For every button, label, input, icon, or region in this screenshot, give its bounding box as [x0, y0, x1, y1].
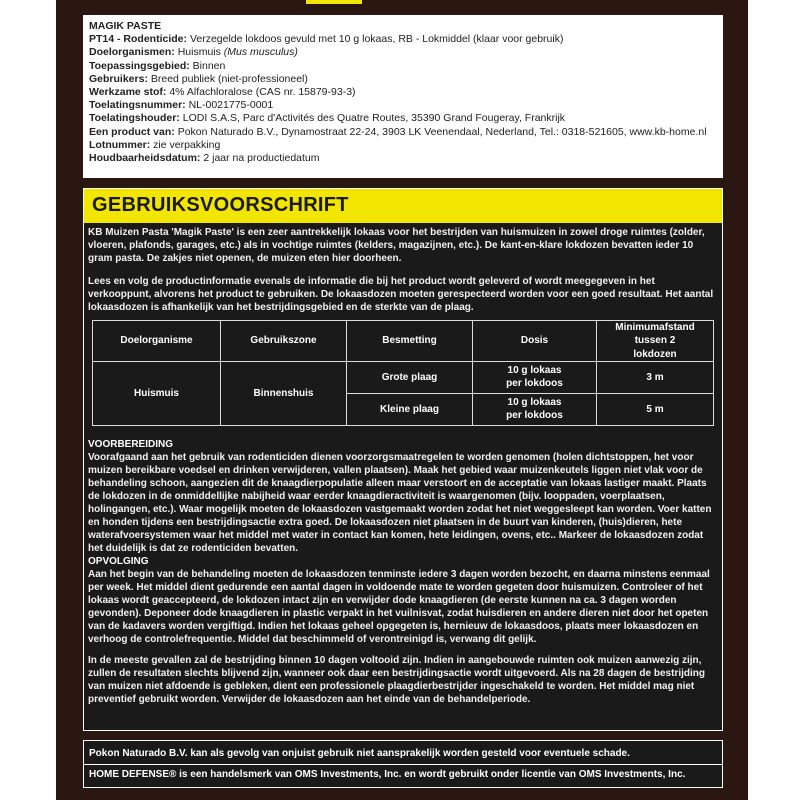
distance-cell: 3 m	[597, 361, 714, 393]
yellow-tab	[306, 0, 362, 4]
follow-up-text-2: In de meeste gevallen zal de bestrijding binnen 10 dagen voltooid zijn. Indien in aangebouwde ruimten ook muizen aanwezig zijn, zullen de resultaten slechts blijvend zijn, wanneer ook daar een bestrijdingsactie wordt uitgevoerd. Als na 28 dagen de bestrijding van muizen niet afdoende is gebleken, dient een professionele plaagdierbestrijder ingeschakeld te worden. Het middel mag niet preventief gebruikt worden. Verwijder de lokaasdozen aan het einde van de behandelperiode.	[88, 655, 705, 706]
table-header-cell: Doelorganisme	[93, 321, 221, 362]
follow-up-text: Aan het begin van de behandeling moeten de lokaasdozen tenminste iedere 3 dagen worden bezocht, en daarna minstens eenmaal per week. Het middel dient gedurende een aantal dagen in voldoende mate te worden gegeten door huismuizen. Controleer of het lokaas wordt geaccepteerd, de lokdozen intact zijn en verwijder dode knaagdieren (de eerste kunnen na ca. 3 dagen worden gevonden). Deponeer dode knaagdieren in plastic verpakt in het vuilnisvat, zodat huisdieren en andere dieren niet door het opeten van de kadavers worden vergiftigd. Indien het lokaas geheel opgegeten is, hernieuw de lokaasdoos, plaats meer lokaasdozen en verhoog de controlefrequentie. Middel dat beschimmeld of verontreinigd is, verwang dit gelijk.	[88, 569, 710, 646]
target-line: Doelorganismen: Huismuis (Mus musculus)	[89, 46, 298, 59]
table-header-cell: Dosis	[473, 321, 597, 362]
usage-instructions-panel	[83, 188, 723, 731]
distance-cell: 5 m	[597, 393, 714, 425]
follow-up-title: OPVOLGING	[88, 556, 149, 568]
lot-line: Lotnummer: zie verpakking	[89, 138, 221, 151]
organism-cell: Huismuis	[93, 361, 221, 425]
intro-paragraph-2: Lees en volg de productinformatie evenals de informatie die bij het product wordt geleverd of wordt meegegeven in het verkooppunt, alvorens het product te gebruiken. De lokaasdozen moeten gerespecteerd worden voor een goed resultaat. Het aantal lokaasdozen is afhankelijk van het bestrijdingsgebied en de sterkte van de plaag.	[88, 275, 714, 314]
product-info-panel	[83, 15, 723, 178]
product-of-line: Een product van: Pokon Naturado B.V., Dynamostraat 22-24, 3903 LK Veenendaal, Nederland, Tel.: 0318-521605, www.kb-home.nl	[89, 125, 707, 138]
trademark-text: HOME DEFENSE® is een handelsmerk van OMS Investments, Inc. en wordt gebruikt onder licentie van OMS Investments, Inc.	[89, 769, 686, 780]
infestation-cell: Grote plaag	[347, 361, 473, 393]
table-row	[93, 361, 714, 393]
dosage-table	[92, 320, 714, 426]
pt-line: PT14 - Rodenticide: Verzegelde lokdoos gevuld met 10 g lokaas, RB - Lokmiddel (klaar voor gebruik)	[89, 33, 564, 46]
package-back	[56, 0, 748, 800]
substance-line: Werkzame stof: 4% Alfachloralose (CAS nr. 15879-93-3)	[89, 86, 356, 99]
shelf-line: Houdbaarheidsdatum: 2 jaar na productiedatum	[89, 152, 320, 165]
table-header-cell: Besmetting	[347, 321, 473, 362]
table-header-cell: Gebruikszone	[221, 321, 347, 362]
table-header-cell: Minimumafstand tussen 2 lokdozen	[597, 321, 714, 362]
preparation-text: Voorafgaand aan het gebruik van rodenticiden dienen voorzorgsmaatregelen te worden genomen (holen dichtstoppen, het voor muizen bereikbare voedsel en drinken verwijderen, vallen plaatsen). Maak het gebied waar muizenkeutels liggen niet vlak voor de behandeling schoon, aangezien dit de knaagdierpopulatie alleen maar verstoort en de acceptatie van lokaas lastiger maakt. Plaats de lokdozen in de onmiddellijke nabijheid waar eerder knaagdieractiviteit is waargenomen (bijv. looppaden, voerplaatsen, holingangen, etc.). Waar mogelijk moeten de lokaasdozen vastgemaakt worden zodat het niet weggesleept kan worden. Voer katten en honden tijdens een bestrijdingsactie extra goed. De lokaasdozen niet plaatsen in de buurt van kinderen, (huis)dieren, hete waterafvoersystemen waar het middel met water in contact kan komen, hete leidingen, ovens, etc.. Markeer de lokaasdozen zodat het duidelijk is dat ze rodenticiden bevatten.	[88, 452, 712, 555]
table-header-row	[93, 321, 714, 362]
guide-header	[84, 189, 722, 223]
guide-body	[84, 223, 722, 706]
dose-cell: 10 g lokaas per lokdoos	[473, 393, 597, 425]
users-line: Gebruikers: Breed publiek (niet-professioneel)	[89, 72, 308, 85]
product-name: MAGIK PASTE	[89, 20, 162, 32]
authnum-line: Toelatingsnummer: NL-0021775-0001	[89, 99, 274, 112]
guide-title: GEBRUIKSVOORSCHRIFT	[92, 194, 349, 216]
liability-text: Pokon Naturado B.V. kan als gevolg van onjuist gebruik niet aansprakelijk worden gesteld voor eventuele schade.	[89, 748, 630, 759]
area-line: Toepassingsgebied: Binnen	[89, 59, 226, 72]
dose-cell: 10 g lokaas per lokdoos	[473, 361, 597, 393]
intro-paragraph-1: KB Muizen Pasta 'Magik Paste' is een zeer aantrekkelijk lokaas voor het bestrijden van huismuizen in zowel droge ruimtes (zolder, vloeren, plafonds, garages, etc.) als in vochtige ruimtes (kelders, magazijnen, etc.). De kant-en-klare lokdozen bevatten ieder 10 gram pasta. De zakjes niet openen, de muizen eten hier doorheen.	[88, 227, 705, 265]
holder-line: Toelatingshouder: LODI S.A.S, Parc d'Activités des Quatre Routes, 35390 Grand Fougeray, Frankrijk	[89, 112, 566, 125]
zone-cell: Binnenshuis	[221, 361, 347, 425]
infestation-cell: Kleine plaag	[347, 393, 473, 425]
footer-panel	[83, 740, 723, 788]
preparation-title: VOORBEREIDING	[88, 438, 174, 450]
